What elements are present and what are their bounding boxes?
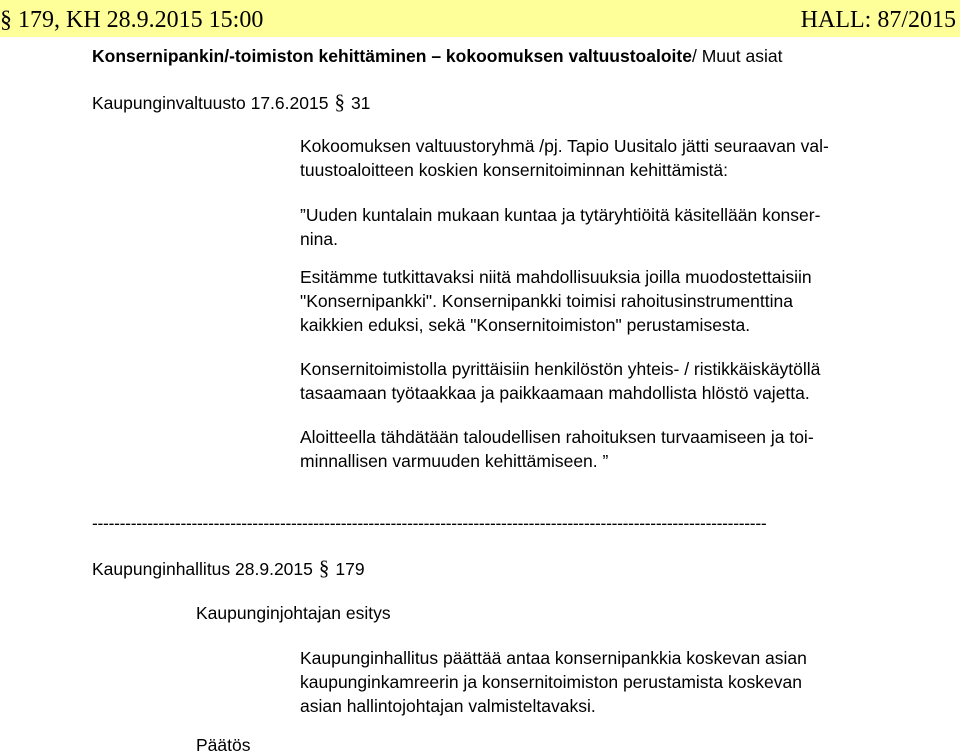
council-body: Kaupunginvaltuusto 17.6.2015 <box>92 93 329 113</box>
title-bold: Konsernipankin/-toimiston kehittäminen – kokoomuksen valtuustoaloite <box>92 46 692 66</box>
paragraph-1 <box>300 265 880 337</box>
board-body: Kaupunginhallitus 28.9.2015 <box>92 559 313 579</box>
divider-line: -------------------------------------------------------------------------------------------------------------------------- <box>92 513 767 533</box>
header-bar <box>0 0 960 37</box>
intro-paragraph <box>300 134 880 182</box>
section-symbol: § <box>0 7 12 33</box>
para2-line-1: Konsernitoimistolla pyrittäisiin henkilöstön yhteis- / ristikkäiskäytöllä <box>300 359 821 379</box>
para1-line-3: kaikkien eduksi, sekä "Konsernitoimiston" perustamisesta. <box>300 315 751 335</box>
quote-paragraph <box>300 203 880 251</box>
para2-line-2: tasaamaan työtaakkaa ja paikkaamaan mahdollista hlöstö vajetta. <box>300 383 810 403</box>
board-section-symbol: § <box>318 556 330 580</box>
document-title <box>92 45 782 67</box>
para3-line-2: minnallisen varmuuden kehittämiseen. ” <box>300 451 609 471</box>
para3-line-1: Aloitteella tähdätään taloudellisen rahoituksen turvaamiseen ja toi- <box>300 427 814 447</box>
council-line <box>92 91 370 114</box>
decision-heading: Päätös <box>196 735 251 755</box>
board-number: 179 <box>335 559 365 579</box>
council-section-symbol: § <box>334 90 345 114</box>
header-section-info <box>0 5 263 35</box>
para1-line-1: Esitämme tutkittavaksi niitä mahdollisuuksia joilla muodostettaisiin <box>300 267 812 287</box>
council-number: 31 <box>350 93 371 113</box>
proposal-line-2: kaupunginkamreerin ja konsernitoimiston perustamista koskevan <box>300 672 802 692</box>
intro-line-2: tuustoaloitteen koskien konsernitoiminnan kehittämistä: <box>300 160 729 180</box>
intro-line-1: Kokoomuksen valtuustoryhmä /pj. Tapio Uusitalo jätti seuraavan val- <box>300 136 829 156</box>
quote-line-1: ”Uuden kuntalain mukaan kuntaa ja tytäryhtiöitä käsitellään konser- <box>300 205 821 225</box>
title-rest: / Muut asiat <box>691 46 783 66</box>
paragraph-3 <box>300 425 880 473</box>
proposal-heading: Kaupunginjohtajan esitys <box>196 603 391 623</box>
proposal-line-1: Kaupunginhallitus päättää antaa konsernipankkia koskevan asian <box>300 648 807 668</box>
board-line <box>92 557 365 580</box>
proposal-line-3: asian hallintojohtajan valmisteltavaksi. <box>300 696 596 716</box>
header-left-text: 179, KH 28.9.2015 15:00 <box>18 7 264 33</box>
proposal-paragraph <box>300 646 880 718</box>
header-right-text: HALL: 87/2015 <box>800 7 956 33</box>
quote-line-2: nina. <box>300 229 338 249</box>
para1-line-2: "Konsernipankki". Konsernipankki toimisi rahoitusinstrumenttina <box>300 291 793 311</box>
paragraph-2 <box>300 357 880 405</box>
